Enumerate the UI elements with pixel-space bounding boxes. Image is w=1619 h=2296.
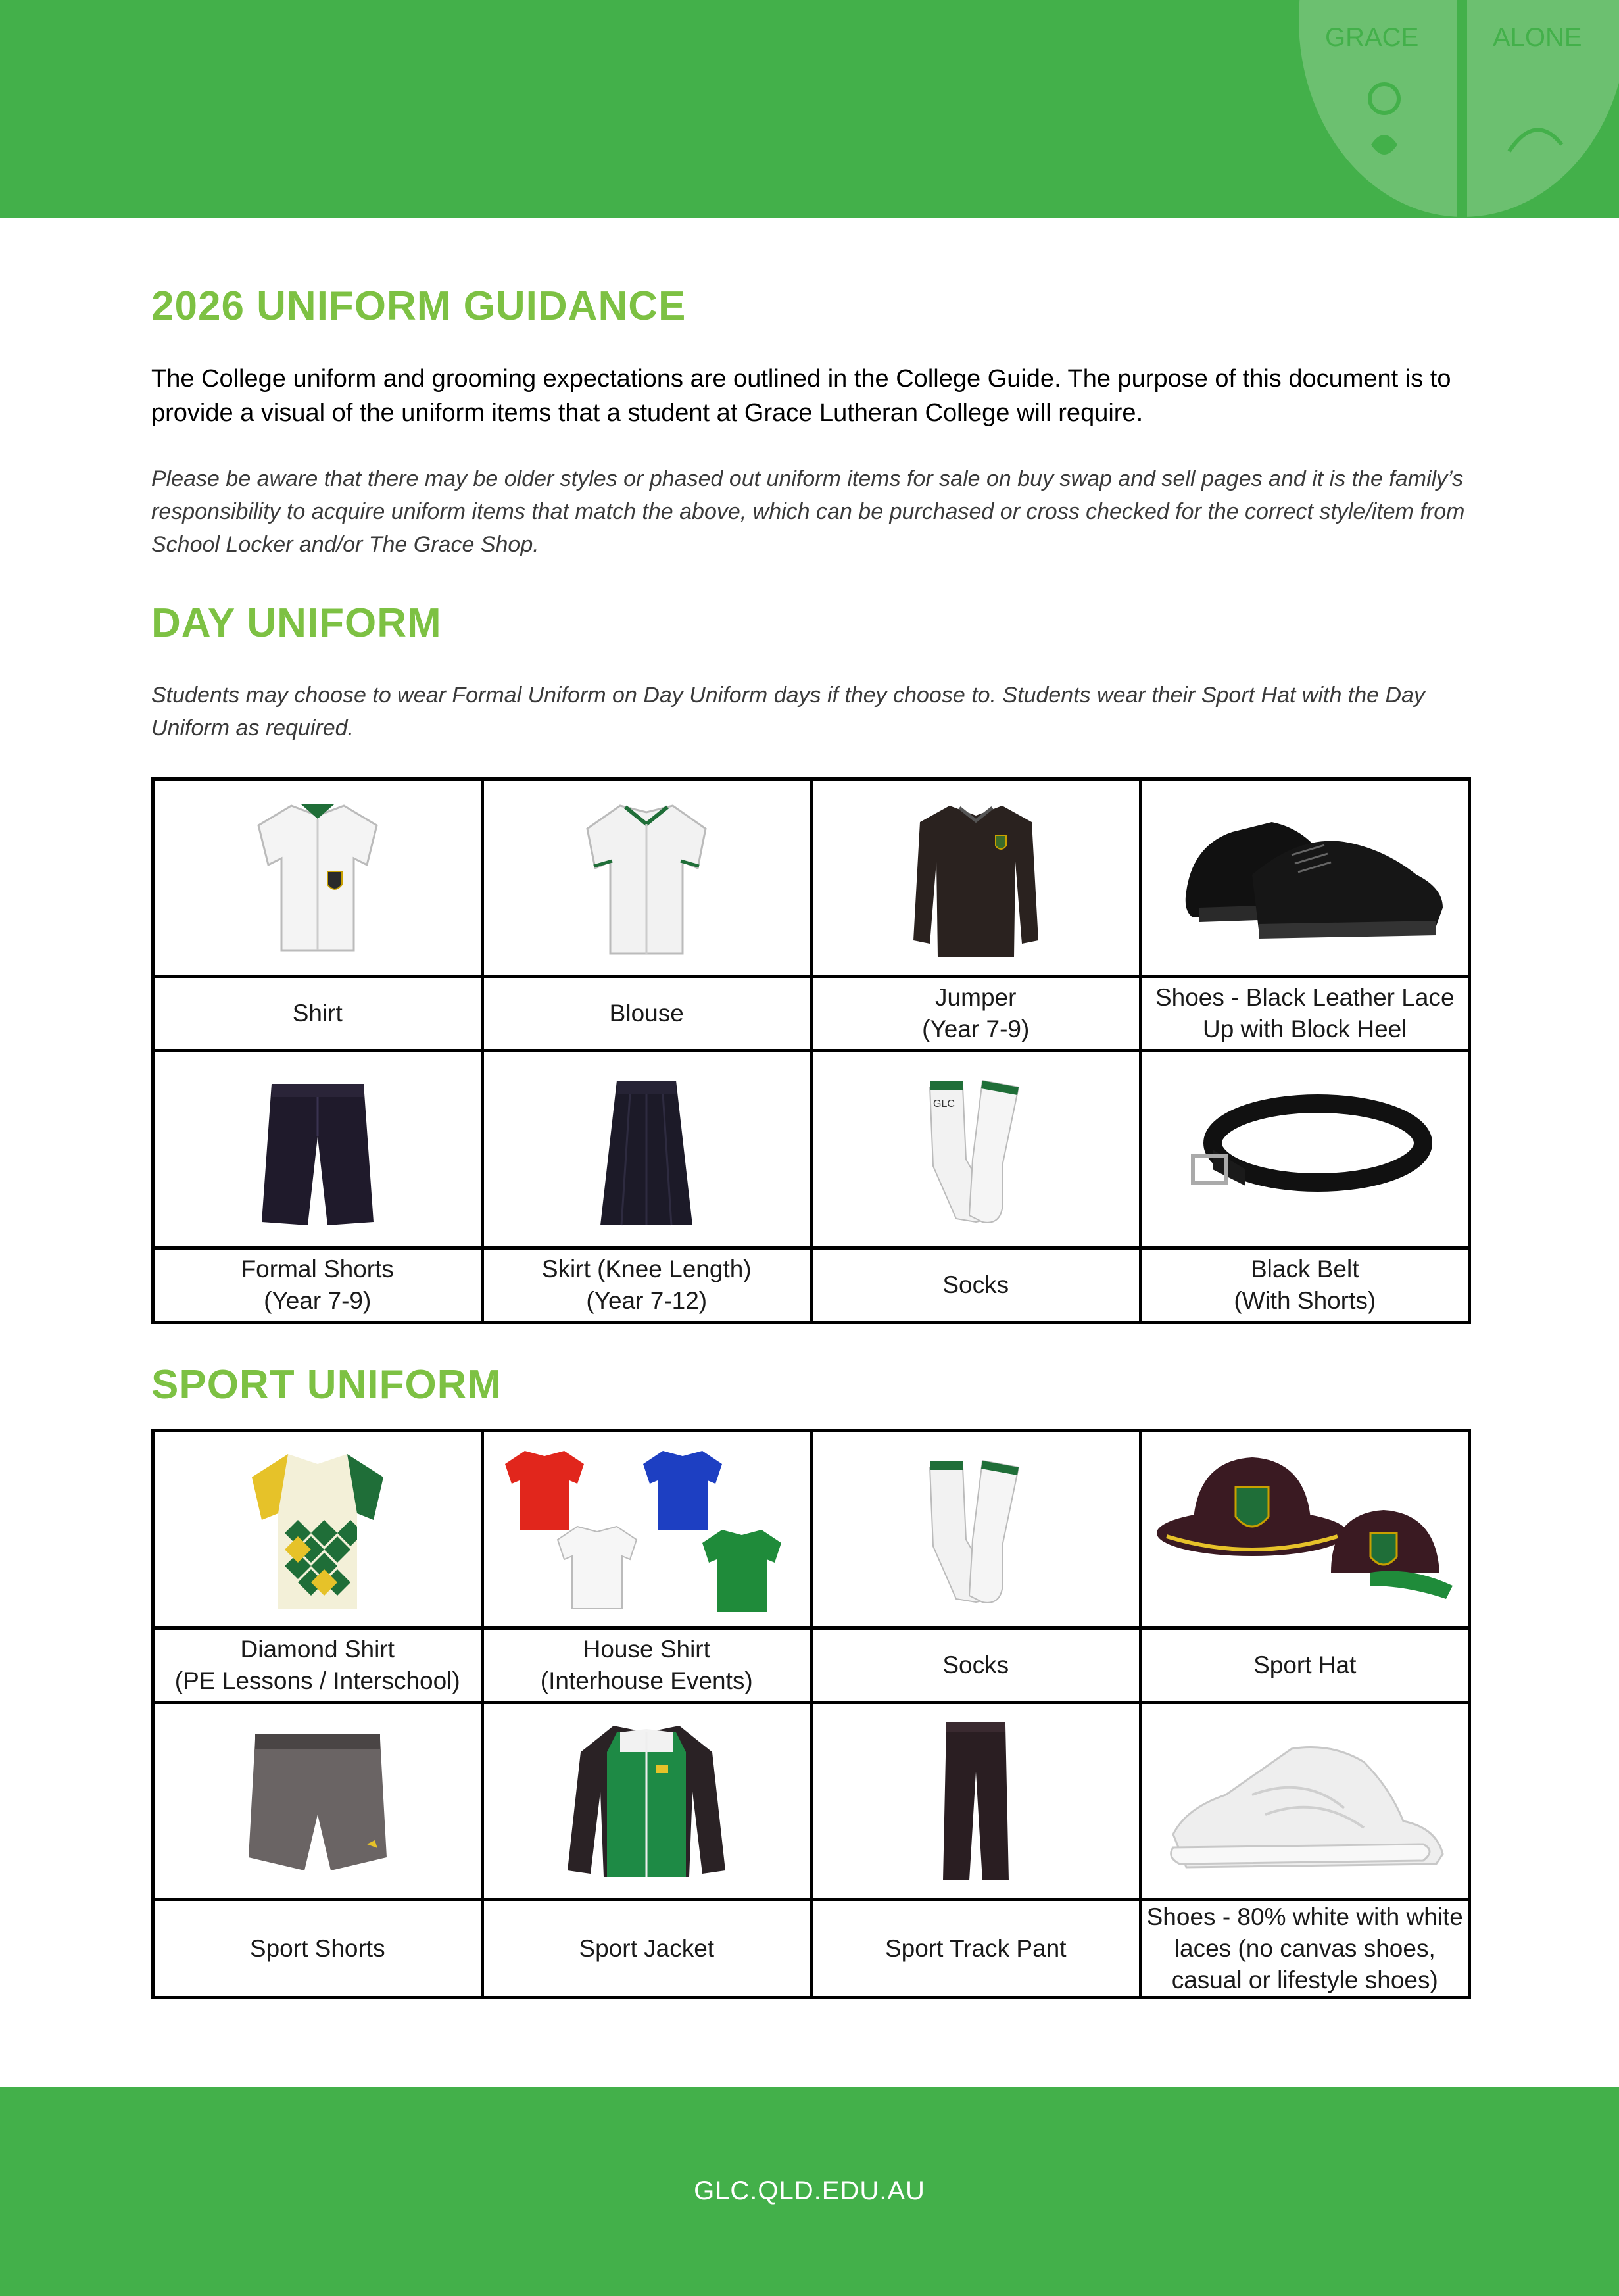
sport-item-name: Sport Hat bbox=[1253, 1651, 1357, 1678]
sport-item-label-diamond-shirt bbox=[153, 1628, 483, 1703]
day-item-label-shoes bbox=[1140, 977, 1470, 1051]
day-item-label-socks bbox=[811, 1248, 1141, 1323]
sport-item-name: Sport Track Pant bbox=[884, 1935, 1067, 1962]
sport-item-image-shorts bbox=[153, 1703, 483, 1900]
sport-uniform-heading: SPORT UNIFORM bbox=[151, 1362, 502, 1407]
college-website-link[interactable]: GLC.QLD.EDU.AU bbox=[694, 2176, 925, 2205]
college-crest-watermark bbox=[1292, 0, 1619, 218]
sport-item-name: Sport Jacket bbox=[579, 1935, 715, 1962]
sport-shorts-icon bbox=[239, 1716, 397, 1887]
day-item-name: Black Belt bbox=[1250, 1256, 1359, 1282]
sport-item-image-jacket bbox=[482, 1703, 811, 1900]
crest-word-left: GRACE bbox=[1325, 23, 1419, 52]
day-uniform-note: Students may choose to wear Formal Uniform on Day Uniform days if they choose to. Students wear their Sport Hat with the Day Uniform as required. bbox=[151, 683, 1425, 741]
day-item-label-formal-shorts bbox=[153, 1248, 483, 1323]
black-shoes-icon bbox=[1160, 793, 1449, 964]
day-item-label-belt bbox=[1140, 1248, 1470, 1323]
day-item-detail: (With Shorts) bbox=[1234, 1287, 1376, 1314]
diamond-shirt-icon bbox=[245, 1441, 390, 1619]
intro-paragraph: The College uniform and grooming expectations are outlined in the College Guide. The purpose of this document is to provide a visual of the uniform items that a student at Grace Lutheran College will require. bbox=[151, 365, 1451, 427]
day-item-detail: Up with Block Heel bbox=[1202, 1015, 1407, 1042]
sport-item-image-house-shirts bbox=[482, 1431, 811, 1628]
sport-item-name: Socks bbox=[942, 1651, 1009, 1678]
sport-item-image-track-pant bbox=[811, 1703, 1141, 1900]
sport-item-detail: casual or lifestyle shoes) bbox=[1171, 1966, 1438, 1993]
day-item-image-formal-shorts bbox=[153, 1051, 483, 1248]
sport-item-name: House Shirt bbox=[583, 1636, 710, 1663]
day-item-label-jumper bbox=[811, 977, 1141, 1051]
sport-item-label-shorts bbox=[153, 1900, 483, 1998]
sport-item-image-hat bbox=[1140, 1431, 1470, 1628]
sport-item-label-socks bbox=[811, 1628, 1141, 1703]
track-pant-icon bbox=[936, 1713, 1015, 1890]
day-item-image-skirt bbox=[482, 1051, 811, 1248]
day-item-label-skirt bbox=[482, 1248, 811, 1323]
sport-item-label-white-sneaker bbox=[1140, 1900, 1470, 1998]
sport-uniform-table bbox=[151, 1429, 1471, 1999]
sock-logo-text: GLC bbox=[932, 1098, 955, 1110]
day-uniform-heading: DAY UNIFORM bbox=[151, 600, 442, 646]
sport-jacket-icon bbox=[561, 1713, 732, 1890]
blouse-icon bbox=[581, 793, 712, 964]
sport-socks-icon bbox=[904, 1441, 1048, 1619]
belt-icon bbox=[1167, 1071, 1443, 1229]
sport-item-label-track-pant bbox=[811, 1900, 1141, 1998]
purchase-note: Please be aware that there may be older styles or phased out uniform items for sale on buy swap and sell pages and it is the family’s responsibility to acquire uniform items that match the above, which can be purchased or cross checked for the correct style/item from School Locker and/or The Grace Shop. bbox=[151, 466, 1465, 557]
formal-shorts-icon bbox=[252, 1064, 383, 1235]
day-item-image-belt bbox=[1140, 1051, 1470, 1248]
white-shirt-icon bbox=[252, 793, 383, 964]
page-title: 2026 UNIFORM GUIDANCE bbox=[151, 283, 687, 329]
day-uniform-table bbox=[151, 777, 1471, 1324]
house-shirts-icon bbox=[498, 1438, 794, 1622]
sport-item-label-jacket bbox=[482, 1900, 811, 1998]
day-item-name: Socks bbox=[942, 1271, 1009, 1298]
day-item-name: Jumper bbox=[935, 984, 1017, 1011]
socks-icon bbox=[904, 1061, 1048, 1238]
day-item-image-blouse bbox=[482, 779, 811, 977]
crest-word-right: ALONE bbox=[1493, 23, 1582, 52]
sport-item-name: Sport Shorts bbox=[249, 1935, 385, 1962]
day-item-image-shirt bbox=[153, 779, 483, 977]
day-item-image-socks bbox=[811, 1051, 1141, 1248]
day-item-name: Shirt bbox=[292, 1000, 343, 1027]
day-item-label-shirt bbox=[153, 977, 483, 1051]
day-item-name: Formal Shorts bbox=[241, 1256, 394, 1282]
day-item-name: Blouse bbox=[609, 1000, 684, 1027]
sport-item-name: Diamond Shirt bbox=[240, 1636, 395, 1663]
sport-item-image-diamond-shirt bbox=[153, 1431, 483, 1628]
day-item-image-jumper bbox=[811, 779, 1141, 977]
sport-item-image-white-sneaker bbox=[1140, 1703, 1470, 1900]
jumper-icon bbox=[904, 789, 1048, 967]
sport-item-detail: (Interhouse Events) bbox=[540, 1667, 753, 1694]
day-item-name: Shoes - Black Leather Lace bbox=[1155, 984, 1455, 1011]
sport-item-detail: laces (no canvas shoes, bbox=[1174, 1935, 1436, 1962]
day-item-name: Skirt (Knee Length) bbox=[541, 1256, 752, 1282]
header-band bbox=[0, 0, 1619, 218]
day-item-image-shoes bbox=[1140, 779, 1470, 977]
sport-hat-icon bbox=[1153, 1441, 1456, 1619]
white-sneaker-icon bbox=[1153, 1716, 1456, 1887]
day-item-detail: (Year 7-12) bbox=[586, 1287, 708, 1314]
sport-item-name: Shoes - 80% white with white bbox=[1146, 1903, 1463, 1930]
day-item-detail: (Year 7-9) bbox=[264, 1287, 372, 1314]
sport-item-label-house-shirt bbox=[482, 1628, 811, 1703]
skirt-icon bbox=[581, 1064, 712, 1235]
sport-item-image-socks bbox=[811, 1431, 1141, 1628]
day-item-label-blouse bbox=[482, 977, 811, 1051]
sport-item-detail: (PE Lessons / Interschool) bbox=[174, 1667, 460, 1694]
sport-item-label-hat bbox=[1140, 1628, 1470, 1703]
day-item-detail: (Year 7-9) bbox=[922, 1015, 1030, 1042]
